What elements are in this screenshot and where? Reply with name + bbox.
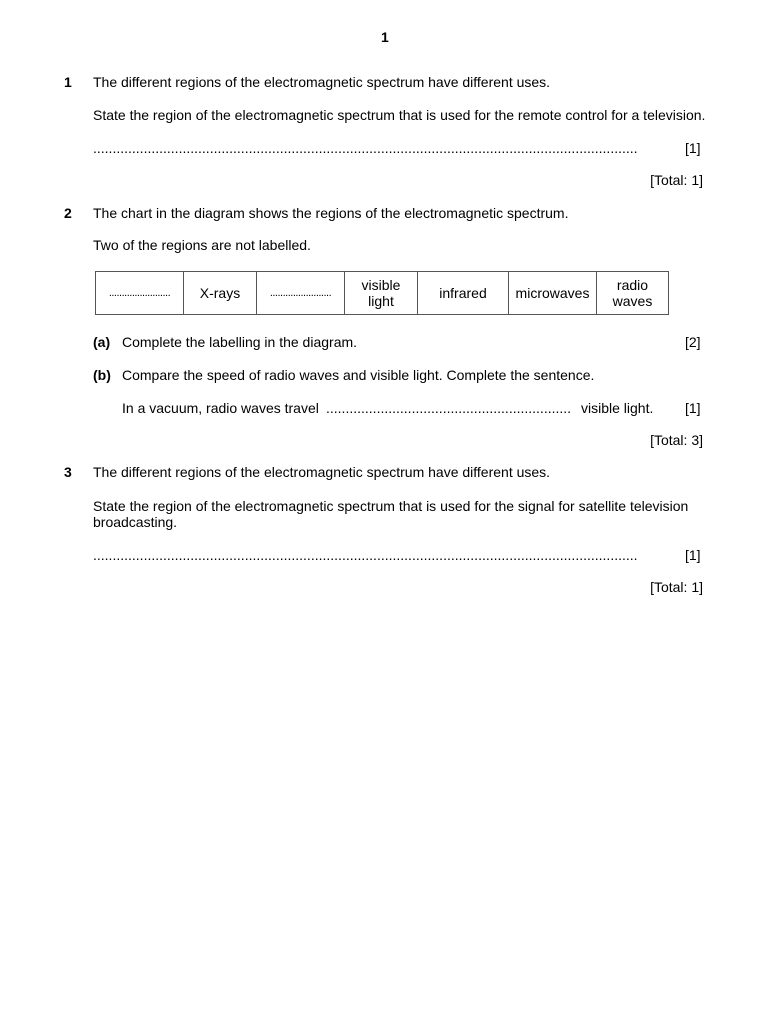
- spectrum-blank-cell[interactable]: ........................: [257, 272, 345, 315]
- question-intro: The different regions of the electromagnetic spectrum have different uses.: [93, 74, 551, 90]
- total-marks: [Total: 1]: [650, 172, 703, 188]
- question-number: 1: [64, 74, 72, 90]
- spectrum-blank-cell[interactable]: ........................: [96, 272, 184, 315]
- question-number: 2: [64, 205, 72, 221]
- question-prompt-continued: broadcasting.: [93, 514, 178, 530]
- spectrum-cell-visible-light: visible light: [345, 272, 418, 315]
- spectrum-cell-infrared: infrared: [418, 272, 509, 315]
- question-prompt: State the region of the electromagnetic spectrum that is used for the signal for satellite television: [93, 498, 689, 514]
- spectrum-cell-microwaves: microwaves: [509, 272, 597, 315]
- spectrum-cell-x-rays: X-rays: [184, 272, 257, 315]
- marks-label: [1]: [685, 400, 701, 416]
- sentence-start: In a vacuum, radio waves travel: [122, 400, 319, 416]
- sentence-end: visible light.: [581, 400, 654, 416]
- part-label: (b): [93, 367, 111, 383]
- spectrum-chart: [95, 271, 669, 315]
- part-text: Complete the labelling in the diagram.: [122, 334, 358, 350]
- answer-line[interactable]: ............................................................................................................................................: [93, 547, 638, 563]
- total-marks: [Total: 3]: [650, 432, 703, 448]
- page-number: 1: [381, 29, 389, 45]
- sentence-answer-line[interactable]: ...............................................................: [326, 400, 572, 416]
- question-note: Two of the regions are not labelled.: [93, 237, 311, 253]
- marks-label: [2]: [685, 334, 701, 350]
- part-label: (a): [93, 334, 111, 350]
- marks-label: [1]: [685, 547, 701, 563]
- marks-label: [1]: [685, 140, 701, 156]
- question-intro: The chart in the diagram shows the regions of the electromagnetic spectrum.: [93, 205, 569, 221]
- question-number: 3: [64, 464, 72, 480]
- part-text: Compare the speed of radio waves and visible light. Complete the sentence.: [122, 367, 595, 383]
- question-intro: The different regions of the electromagnetic spectrum have different uses.: [93, 464, 551, 480]
- question-prompt: State the region of the electromagnetic spectrum that is used for the remote control for a television.: [93, 107, 706, 123]
- total-marks: [Total: 1]: [650, 579, 703, 595]
- answer-line[interactable]: ............................................................................................................................................: [93, 140, 638, 156]
- spectrum-cell-radio-waves: radio waves: [597, 272, 669, 315]
